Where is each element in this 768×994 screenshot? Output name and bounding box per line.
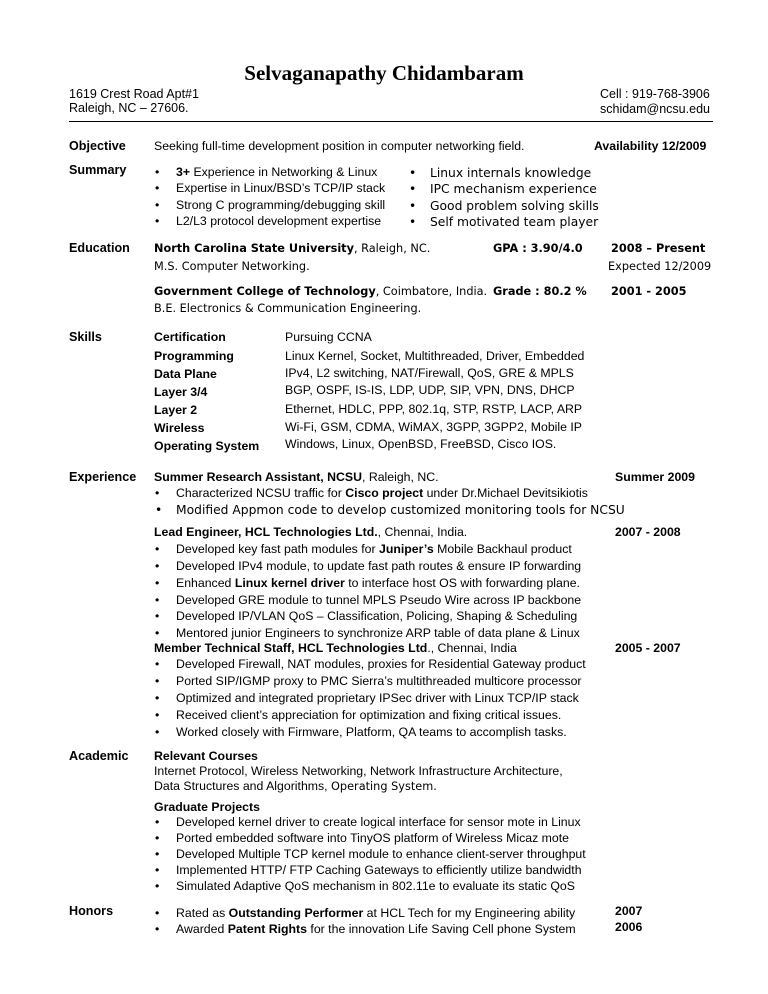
list-item: • Modified Appmon code to develop customized monitoring tools for NCSU <box>155 503 625 517</box>
list-item: • Awarded Patent Rights for the innovation Life Saving Cell phone System <box>155 922 576 936</box>
education-grade: Grade : 80.2 % <box>493 285 587 298</box>
list-item: • Developed GRE module to tunnel MPLS Pseudo Wire across IP backbone <box>155 593 582 607</box>
skill-value: Pursuing CCNA <box>285 330 372 344</box>
education-degree-1: M.S. Computer Networking. <box>154 260 310 273</box>
address-line-1: 1619 Crest Road Apt#1 <box>69 87 199 101</box>
list-item: • Enhanced Linux kernel driver to interface host OS with forwarding plane. <box>155 576 580 590</box>
skill-value: BGP, OSPF, IS-IS, LDP, UDP, SIP, VPN, DNS, DHCP <box>285 383 575 397</box>
address-line-2: Raleigh, NC – 27606. <box>69 101 189 115</box>
job-dates: 2007 - 2008 <box>615 525 681 539</box>
education-gpa: GPA : 3.90/4.0 <box>493 242 583 255</box>
skill-value: IPv4, L2 switching, NAT/Firewall, QoS, GRE & MPLS <box>285 366 574 380</box>
skill-key: Certification <box>154 330 226 344</box>
list-item: • Expertise in Linux/BSD’s TCP/IP stack <box>155 181 386 195</box>
skill-key: Programming <box>154 349 234 363</box>
list-item: • L2/L3 protocol development expertise <box>155 214 382 228</box>
list-item: • Developed IPv4 module, to update fast path routes & ensure IP forwarding <box>155 559 582 573</box>
list-item: • Characterized NCSU traffic for Cisco project under Dr.Michael Devitsikiotis <box>155 486 588 500</box>
list-item: • Ported SIP/IGMP proxy to PMC Sierra’s multithreaded multicore processor <box>155 674 582 688</box>
availability: Availability 12/2009 <box>594 139 707 153</box>
courses-heading: Relevant Courses <box>154 749 258 763</box>
education-expected: Expected 12/2009 <box>608 260 712 273</box>
job-title: Summer Research Assistant, NCSU, Raleigh, NC. <box>154 470 439 484</box>
education-dates-1: 2008 – Present <box>611 242 706 255</box>
education-degree-2: B.E. Electronics & Communication Engineering. <box>154 302 422 315</box>
list-item: • Developed IP/VLAN QoS – Classification, Policing, Shaping & Scheduling <box>155 609 578 623</box>
summary-label: Summary <box>69 163 127 177</box>
education-school-2: Government College of Technology, Coimbatore, India. <box>154 285 488 298</box>
list-item: • Ported embedded software into TinyOS platform of Wireless Micaz mote <box>155 831 569 845</box>
academic-label: Academic <box>69 749 129 763</box>
honor-year: 2007 <box>615 904 643 918</box>
list-item: • IPC mechanism experience <box>409 182 597 196</box>
education-dates-2: 2001 - 2005 <box>611 285 687 298</box>
list-item: • Linux internals knowledge <box>409 166 592 180</box>
list-item: • Worked closely with Firmware, Platform, QA teams to accomplish tasks. <box>155 725 567 739</box>
list-item: • Strong C programming/debugging skill <box>155 198 386 212</box>
list-item: • Self motivated team player <box>409 215 599 229</box>
objective-label: Objective <box>69 139 126 153</box>
skill-value: Linux Kernel, Socket, Multithreaded, Driver, Embedded <box>285 349 585 363</box>
list-item: • Implemented HTTP/ FTP Caching Gateways to efficiently utilize bandwidth <box>155 863 582 877</box>
email[interactable]: schidam@ncsu.edu <box>600 102 710 116</box>
cell-phone: Cell : 919-768-3906 <box>600 87 710 101</box>
job-title: Lead Engineer, HCL Technologies Ltd., Chennai, India. <box>154 525 468 539</box>
list-item: • Good problem solving skills <box>409 199 599 213</box>
job-dates: Summer 2009 <box>615 470 695 484</box>
list-item: • Simulated Adaptive QoS mechanism in 802.11e to evaluate its static QoS <box>155 879 575 893</box>
list-item: • Received client’s appreciation for optimization and fixing critical issues. <box>155 708 562 722</box>
skill-value: Ethernet, HDLC, PPP, 802.1q, STP, RSTP, LACP, ARP <box>285 402 583 416</box>
job-title: Member Technical Staff, HCL Technologies Ltd., Chennai, India <box>154 641 517 655</box>
skill-key: Wireless <box>154 421 205 435</box>
list-item: • Developed key fast path modules for Juniper’s Mobile Backhaul product <box>155 542 572 556</box>
projects-heading: Graduate Projects <box>154 800 260 814</box>
list-item: • 3+ Experience in Networking & Linux <box>155 165 378 179</box>
experience-label: Experience <box>69 470 137 484</box>
courses-line-2: Data Structures and Algorithms, Operating System. <box>154 779 437 793</box>
education-school-1: North Carolina State University, Raleigh, NC. <box>154 242 431 255</box>
job-dates: 2005 - 2007 <box>615 641 681 655</box>
honor-year: 2006 <box>615 920 643 934</box>
skill-key: Operating System <box>154 439 260 453</box>
objective-text: Seeking full-time development position in computer networking field. <box>154 139 525 153</box>
skill-value: Windows, Linux, OpenBSD, FreeBSD, Cisco IOS. <box>285 437 557 451</box>
honors-label: Honors <box>69 904 114 918</box>
list-item: • Developed kernel driver to create logical interface for sensor mote in Linux <box>155 815 581 829</box>
education-label: Education <box>69 241 130 255</box>
list-item: • Optimized and integrated proprietary IPSec driver with Linux TCP/IP stack <box>155 691 579 705</box>
list-item: • Mentored junior Engineers to synchronize ARP table of data plane & Linux <box>155 626 580 640</box>
header-rule <box>69 121 713 122</box>
skills-label: Skills <box>69 330 102 344</box>
candidate-name: Selvaganapathy Chidambaram <box>244 61 524 85</box>
skill-key: Data Plane <box>154 367 217 381</box>
list-item: • Rated as Outstanding Performer at HCL Tech for my Engineering ability <box>155 906 576 920</box>
skill-key: Layer 3/4 <box>154 385 208 399</box>
skill-value: Wi-Fi, GSM, CDMA, WiMAX, 3GPP, 3GPP2, Mobile IP <box>285 420 583 434</box>
list-item: • Developed Firewall, NAT modules, proxies for Residential Gateway product <box>155 657 586 671</box>
list-item: • Developed Multiple TCP kernel module to enhance client-server throughput <box>155 847 586 861</box>
skill-key: Layer 2 <box>154 403 198 417</box>
courses-line-1: Internet Protocol, Wireless Networking, Network Infrastructure Architecture, <box>154 764 563 778</box>
